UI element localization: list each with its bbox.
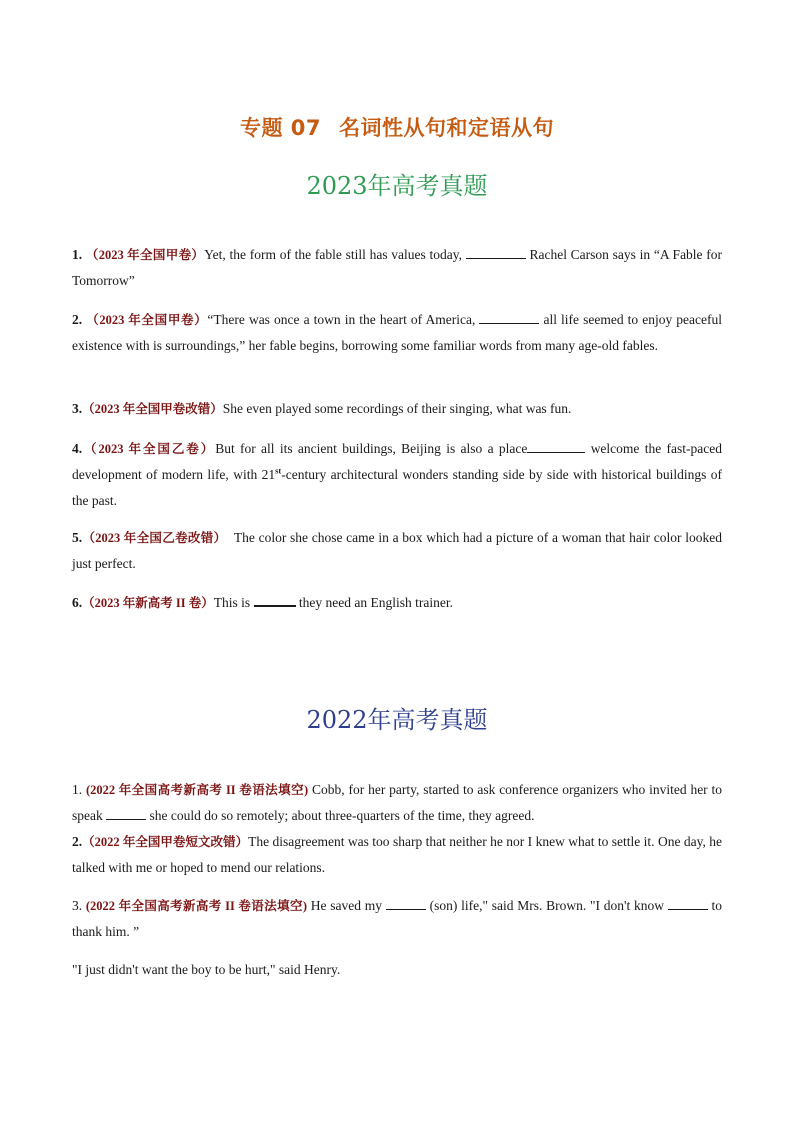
answer-blank[interactable] xyxy=(527,438,585,453)
answer-blank[interactable] xyxy=(106,805,146,820)
section-heading-2022: 2022年高考真题 xyxy=(306,706,488,734)
answer-blank[interactable] xyxy=(479,309,539,324)
question-source: （2023 年新高考 II 卷） xyxy=(82,596,214,610)
answer-blank[interactable] xyxy=(254,591,296,607)
question-2022-3-continuation: "I just didn't want the boy to be hurt," said Henry. xyxy=(72,962,341,977)
question-2022-2: 2.（2022 年全国甲卷短文改错）The disagreement was too sharp that neither he nor I knew what to settle it. One day, he talked with me or hoped to mend our relations. xyxy=(72,834,722,875)
question-2022-3: 3. (2022 年全国高考新高考 II 卷语法填空) He saved my (son) life," said Mrs. Brown. "I don't know to thank him. ” xyxy=(72,893,722,945)
question-source: (2022 年全国高考新高考 II 卷语法填空) xyxy=(85,783,309,797)
question-2023-3: 3.（2023 年全国甲卷改错）She even played some recordings of their singing, what was fun. xyxy=(72,401,572,416)
question-source: （2023 年全国乙卷改错） xyxy=(82,531,227,545)
question-source: （2023 年全国甲卷） xyxy=(86,313,208,327)
question-source: （2023 年全国甲卷） xyxy=(85,248,205,262)
question-2023-4: 4.（2023 年全国乙卷）But for all its ancient buildings, Beijing is also a place welcome the fast-paced development of modern life, with 21st-century architectural wonders standing side by side with historical buildings of the past. xyxy=(72,436,722,514)
question-2023-5: 5.（2023 年全国乙卷改错） The color she chose came in a box which had a picture of a woman that hair color looked just perfect. xyxy=(72,530,722,571)
question-2023-2: 2. （2023 年全国甲卷）“There was once a town in the heart of America, all life seemed to enjoy peaceful existence with is surroundings,” her fable begins, borrowing some familiar words from many age-old fables. xyxy=(72,307,722,359)
page-title xyxy=(0,112,794,142)
question-source: （2023 年全国甲卷改错） xyxy=(82,402,223,416)
answer-blank[interactable] xyxy=(386,895,426,910)
answer-blank[interactable] xyxy=(668,895,708,910)
question-2023-1: 1. （2023 年全国甲卷）Yet, the form of the fable still has values today, Rachel Carson says in “A Fable for Tomorrow” xyxy=(72,242,722,294)
question-2022-1: 1. (2022 年全国高考新高考 II 卷语法填空) Cobb, for her party, started to ask conference organizers who invited her to speak she could do so remotely; about three-quarters of the time, they agreed. xyxy=(72,782,723,823)
section-heading-2023: 2023年高考真题 xyxy=(306,172,488,200)
title-topic-name: 名词性从句和定语从句 xyxy=(339,116,555,140)
question-source: (2022 年全国高考新高考 II 卷语法填空) xyxy=(85,899,308,913)
title-topic-number: 专题 07 xyxy=(239,116,322,140)
question-2023-6: 6.（2023 年新高考 II 卷）This is they need an English trainer. xyxy=(72,590,722,616)
question-source: （2023 年全国乙卷） xyxy=(82,442,216,456)
answer-blank[interactable] xyxy=(466,244,526,259)
question-source: （2022 年全国甲卷短文改错） xyxy=(82,835,249,849)
